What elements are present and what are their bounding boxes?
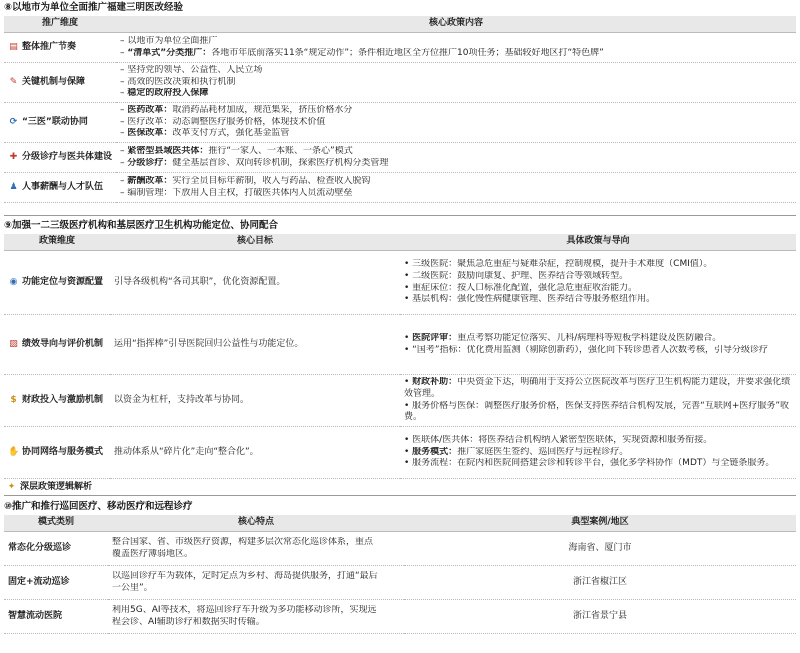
section-8	[0, 0, 800, 212]
policy-line-bold: 分级诊疗：	[127, 157, 173, 168]
column-header: 典型案例/地区	[404, 515, 796, 531]
case-cell: 海南省、厦门市	[404, 532, 796, 566]
table-row	[4, 251, 796, 315]
bullet: •	[404, 446, 413, 457]
policy-line-text: 各地市年底前落实11条“规定动作”；条件相近地区全方位推广10项任务；基础较好地区打“特色牌”	[211, 47, 604, 58]
dimension-cell	[4, 143, 116, 173]
policy-cell	[400, 427, 796, 479]
bullet: •	[404, 458, 413, 469]
policy-line-text: 取消药品耗材加成，规范集采，挤压价格水分	[172, 105, 353, 115]
bullet: –	[120, 187, 128, 198]
feature-line: 整合国家、省、市级医疗资源，构建多层次常态化巡诊体系，重点	[112, 536, 374, 547]
column-header: 推广维度	[4, 16, 116, 32]
policy-line-text: 推行“一家人、一本账、一条心”模式	[208, 145, 353, 156]
goal-cell: 运用“指挥棒”引导医院回归公益性与功能定位。	[110, 315, 400, 375]
table-row	[4, 375, 796, 427]
dimension-cell	[4, 173, 116, 203]
policy-line	[120, 36, 792, 48]
bullet: •	[404, 377, 413, 388]
bullet: •	[404, 282, 413, 293]
hospital-icon: ✚	[9, 151, 18, 162]
policy-line-text: 中央资金下达，明确用于支持公立医院改革与医疗卫生机构能力建设，并要求强化绩效管理。	[404, 377, 791, 399]
table-row	[4, 103, 796, 143]
mode-type-cell: 常态化分级巡诊	[4, 532, 108, 566]
dimension-label: 功能定位与资源配置	[22, 276, 104, 287]
policy-line	[120, 65, 792, 77]
table-row	[4, 63, 796, 103]
bullet: –	[120, 65, 128, 75]
policy-line	[120, 88, 792, 100]
policy-cell	[400, 251, 796, 315]
goal-cell: 以资金为杠杆，支持改革与协同。	[110, 375, 400, 427]
table-row	[4, 427, 796, 479]
policy-line	[120, 158, 792, 170]
policy-line	[404, 401, 792, 424]
policy-line	[120, 146, 792, 158]
feature-line: 利用5G、AI等技术，将巡回诊疗车升级为多功能移动诊所，实现远	[112, 604, 377, 615]
dimension-cell	[4, 103, 116, 143]
policy-line-text: 以地市为单位全面推广	[127, 35, 218, 46]
table-header	[4, 515, 796, 531]
policy-line	[404, 283, 792, 295]
mode-type-cell: 固定+流动巡诊	[4, 566, 108, 600]
dimension-label: 人事薪酬与人才队伍	[22, 181, 104, 192]
bullet: –	[120, 105, 128, 115]
bullet: •	[404, 294, 413, 305]
bullet: –	[120, 47, 128, 58]
section-9	[0, 216, 800, 492]
bullet: –	[120, 76, 128, 87]
policy-line-text: 高效的医改决策和执行机制	[127, 76, 236, 87]
bullet: –	[120, 128, 128, 139]
money-bag-icon: $	[10, 394, 17, 405]
feature-line: 覆盖医疗薄弱地区。	[112, 548, 194, 559]
policy-line-text: 推广家庭医生签约、巡回医疗与远程诊疗。	[457, 446, 629, 457]
feature-cell	[108, 600, 404, 634]
policy-line-bold: 紧密型县域医共体：	[127, 145, 209, 156]
section-9-title: ⑨加强一二三级医疗机构和基层医疗卫生机构功能定位、协同配合	[4, 220, 279, 231]
policy-line	[404, 259, 792, 271]
bullet: •	[404, 400, 413, 411]
chart-icon: ▨	[9, 338, 18, 349]
section-8-table	[4, 16, 796, 203]
bullet: –	[120, 157, 128, 168]
dimension-cell	[4, 33, 116, 63]
column-header: 政策维度	[4, 234, 110, 250]
bullet: •	[404, 270, 413, 281]
policy-line	[404, 294, 792, 306]
dimension-cell	[4, 375, 110, 427]
policy-line-bold: 医保改革：	[127, 128, 173, 139]
policy-line	[120, 77, 792, 89]
policy-line	[404, 333, 792, 345]
section-10-table	[4, 515, 796, 634]
dimension-label: 财政投入与激励机制	[22, 394, 104, 405]
target-icon: ◉	[9, 276, 18, 287]
policy-line-text: 医疗改革：动态调整医疗服务价格，体现技术价值	[127, 116, 326, 127]
bullet: –	[120, 35, 128, 46]
policy-cell	[116, 173, 796, 203]
policy-line-bold: 薪酬改革：	[127, 175, 173, 186]
key-icon: ✎	[9, 76, 18, 87]
section-10-title: ⑩推广和推行巡回医疗、移动医疗和远程诊疗	[4, 501, 193, 512]
dimension-cell	[4, 251, 110, 315]
case-cell: 浙江省椒江区	[404, 566, 796, 600]
policy-line	[404, 377, 792, 400]
bullet: •	[404, 435, 413, 445]
policy-line-text: 三级医院：聚焦急危重症与疑难杂症，控制规模，提升手术难度（CMI值）。	[412, 259, 713, 270]
policy-line	[120, 117, 792, 129]
policy-line-text: 重点考察功能定位落实、儿科/病理科等短板学科建设及医防融合。	[457, 332, 722, 343]
dimension-cell	[4, 427, 110, 479]
policy-line	[404, 458, 792, 470]
policy-cell	[116, 103, 796, 143]
policy-line-bold: 稳定的政府投入保障	[127, 88, 209, 99]
policy-cell	[116, 143, 796, 173]
dimension-label: 关键机制与保障	[22, 76, 86, 87]
policy-line	[404, 271, 792, 283]
dimension-label: 整体推广节奏	[22, 41, 77, 52]
table-row	[4, 532, 796, 566]
policy-cell	[400, 315, 796, 375]
policy-line	[404, 435, 792, 447]
bullet: •	[404, 332, 413, 343]
policy-line-text: 二级医院：鼓励向康复、护理、医养结合等领域转型。	[412, 270, 629, 281]
policy-line	[120, 176, 792, 188]
dimension-cell	[4, 315, 110, 375]
policy-line	[120, 188, 792, 200]
policy-line-bold: “清单式”分类推广：	[127, 47, 212, 58]
handshake-icon: ✋	[8, 446, 20, 457]
bullet: –	[120, 145, 128, 156]
column-header: 核心特点	[108, 515, 404, 531]
lightbulb-icon: ✦	[7, 482, 16, 493]
dimension-label: “三医”联动协同	[22, 116, 88, 127]
clipboard-icon: ▤	[9, 41, 18, 52]
table-row	[4, 600, 796, 634]
policy-cell	[116, 63, 796, 103]
policy-line-text: 服务流程：在院内和医院间搭建会诊和转诊平台，强化多学科协作（MDT）与全链条服务。	[412, 458, 775, 469]
policy-line-text: 服务价格与医保：调整医疗服务价格，医保支持医养结合机构发展，完善“互联网+医疗服务”收费。	[404, 400, 790, 423]
policy-line	[120, 128, 792, 140]
table-row	[4, 173, 796, 203]
policy-line-text: 编制管理：下放用人自主权，打破医共体内人员流动壁垒	[127, 187, 353, 198]
policy-line-text: “国考”指标：优化费用监测（剔除创新药），强化向下转诊患者人次数考核，引导分级诊疗	[412, 344, 768, 355]
policy-line-text: 健全基层首诊、双向转诊机制，探索医疗机构分类管理	[172, 157, 389, 168]
goal-cell: 推动体系从“碎片化”走向“整合化”。	[110, 427, 400, 479]
policy-cell	[116, 33, 796, 63]
table-row	[4, 33, 796, 63]
policy-line-text: 坚持党的领导、公益性、人民立场	[127, 65, 263, 75]
bullet: –	[120, 116, 128, 127]
sync-icon: ⟳	[9, 116, 18, 127]
bullet: –	[120, 88, 128, 99]
policy-line-bold: 医院评审：	[412, 332, 458, 343]
footer-note: ✦ 深层政策逻辑解析	[7, 482, 93, 493]
table-row	[4, 566, 796, 600]
policy-line-text: 改革支付方式，强化基金监管	[172, 128, 290, 139]
column-header: 核心目标	[110, 234, 400, 250]
mode-type-cell: 智慧流动医院	[4, 600, 108, 634]
feature-cell	[108, 566, 404, 600]
table-row	[4, 143, 796, 173]
feature-line: 以巡回诊疗车为载体，定时定点为乡村、海岛提供服务，打通“最后	[112, 570, 378, 581]
column-header: 模式类别	[4, 515, 108, 531]
policy-line	[120, 105, 792, 117]
dimension-label: 协同网络与服务模式	[22, 446, 104, 457]
dimension-label: 分级诊疗与医共体建设	[22, 151, 113, 162]
column-header: 核心政策内容	[116, 16, 796, 32]
policy-line-bold: 财政补助：	[412, 377, 458, 388]
case-cell: 浙江省景宁县	[404, 600, 796, 634]
table-header	[4, 234, 796, 250]
policy-line	[404, 447, 792, 459]
table-row	[4, 315, 796, 375]
policy-line-bold: 医药改革：	[127, 105, 173, 115]
feature-line: 程会诊、AI辅助诊疗和数据实时传输。	[112, 616, 265, 627]
section-9-table	[4, 234, 796, 479]
people-icon: ♟	[9, 181, 18, 192]
bullet: •	[404, 259, 413, 270]
dimension-label: 绩效导向与评价机制	[22, 338, 104, 349]
section-10	[0, 496, 800, 634]
bullet: –	[120, 175, 128, 186]
policy-line-bold: 服务模式：	[412, 446, 458, 457]
policy-line	[120, 48, 792, 60]
policy-line-text: 重症床位：按人口标准化配置，强化急危重症收治能力。	[412, 282, 638, 293]
policy-cell	[400, 375, 796, 427]
policy-line-text: 医联体/医共体：将医养结合机构纳入紧密型医联体，实现资源和服务衔接。	[412, 435, 713, 445]
dimension-cell	[4, 63, 116, 103]
section-8-title: ⑧以地市为单位全面推广福建三明医改经验	[4, 2, 184, 13]
bullet: •	[404, 344, 413, 355]
column-header: 具体政策与导向	[400, 234, 796, 250]
feature-line: 一公里”。	[112, 582, 153, 593]
table-header	[4, 16, 796, 32]
feature-cell	[108, 532, 404, 566]
policy-line-text: 基层机构：强化慢性病健康管理、医养结合等服务枢纽作用。	[412, 294, 656, 305]
goal-cell: 引导各级机构“各司其职”，优化资源配置。	[110, 251, 400, 315]
policy-line	[404, 345, 792, 357]
policy-line-text: 实行全员目标年薪制，收入与药品、检查收入脱钩	[172, 175, 371, 186]
